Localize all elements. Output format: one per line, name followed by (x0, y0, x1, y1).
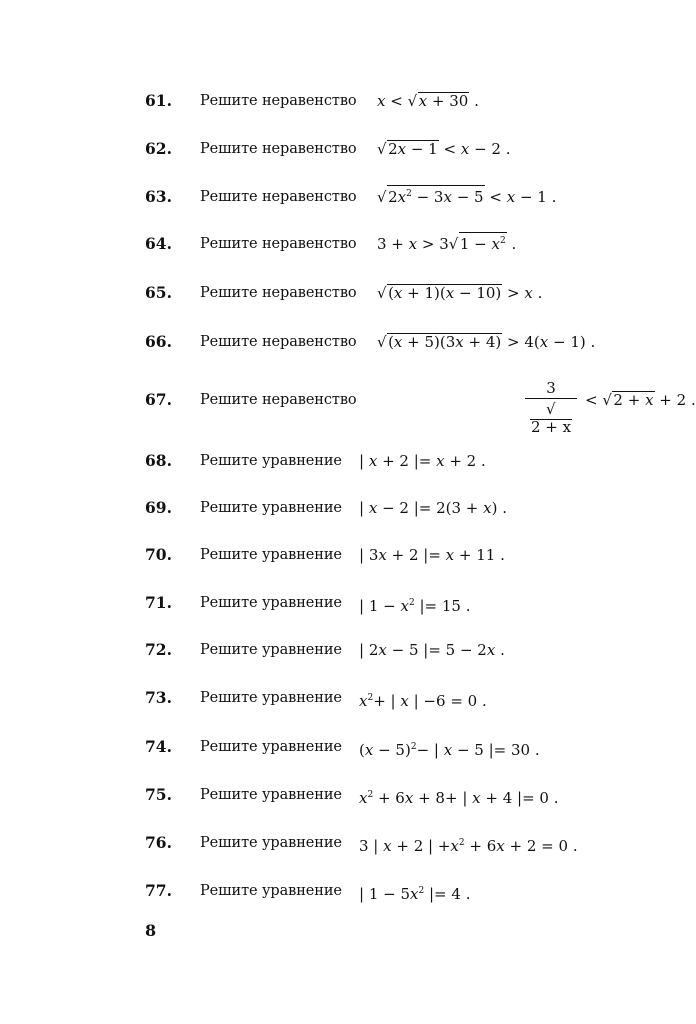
problem-70 (145, 540, 645, 570)
math-expression: | 2x − 5 |= 5 − 2x . (359, 641, 505, 659)
math-expression: 3 | x + 2 | $+x^2 + 6x + 2 = 0$ . (359, 837, 578, 855)
problem-prompt: Решите уравнение (200, 835, 342, 851)
radical-sign: √ (377, 188, 387, 206)
problem-number: 74. (145, 737, 172, 756)
fraction: 3 √2 + x (525, 379, 577, 436)
problem-75 (145, 780, 645, 810)
math-expression: | $1 - 5x^2$ |= 4 . (359, 885, 471, 903)
problem-63 (145, 182, 645, 212)
problem-number: 66. (145, 332, 172, 351)
problem-66 (145, 327, 645, 357)
problem-64 (145, 229, 645, 259)
problem-number: 65. (145, 283, 172, 302)
problem-number: 61. (145, 91, 172, 110)
problem-prompt: Решите неравенство (200, 93, 357, 109)
math-expression: | x − 2 |= 2(3 + x) . (359, 499, 508, 517)
problem-number: 70. (145, 545, 172, 564)
math-expression: √ (x + 5)(3x + 4) > 4(x − 1) . (377, 327, 595, 357)
problem-number: 69. (145, 498, 172, 517)
problem-77 (145, 876, 645, 906)
problem-76 (145, 828, 645, 858)
math-expression: | x + 2 |= x + 2 . (359, 452, 486, 470)
math-expression: $x^2+$ | x | −6 = 0 . (359, 692, 487, 710)
problem-69 (145, 493, 645, 523)
problem-prompt: Решите неравенство (200, 392, 357, 408)
problem-62 (145, 134, 645, 164)
problem-number: 67. (145, 390, 172, 409)
math-expression: √ $2x^2 - 3x - 5 < x - 1$ . (377, 182, 556, 212)
problem-prompt: Решите неравенство (200, 189, 357, 205)
math-expression: x < √ x + 30 . (377, 86, 479, 116)
problem-number: 64. (145, 234, 172, 253)
radical-sign: √ (377, 140, 387, 158)
problem-prompt: Решите неравенство (200, 334, 357, 350)
page-number: 8 (145, 921, 157, 940)
problem-number: 75. (145, 785, 172, 804)
problem-68 (145, 446, 645, 476)
math-expression: < √ 2 + x + 2 . (585, 385, 696, 415)
math-expression: $x^2 + 6x + 8+$ | x + 4 |= 0 . (359, 789, 559, 807)
problem-72 (145, 635, 645, 665)
math-expression: 3 + x > 3√ $1 - x^2$ . (377, 229, 516, 259)
problem-prompt: Решите уравнение (200, 690, 342, 706)
problem-prompt: Решите неравенство (200, 236, 357, 252)
problem-prompt: Решите уравнение (200, 642, 342, 658)
problem-prompt: Решите уравнение (200, 739, 342, 755)
problem-prompt: Решите уравнение (200, 595, 342, 611)
problem-number: 77. (145, 881, 172, 900)
problem-number: 73. (145, 688, 172, 707)
math-expression: | $1 - x^2$ |= 15 . (359, 597, 471, 615)
problem-61 (145, 86, 645, 116)
problem-number: 63. (145, 187, 172, 206)
problem-number: 71. (145, 593, 172, 612)
radical-sign: √ (377, 284, 387, 302)
problem-prompt: Решите уравнение (200, 453, 342, 469)
radical-sign: √ (377, 333, 387, 351)
problem-number: 62. (145, 139, 172, 158)
problem-prompt: Решите уравнение (200, 547, 342, 563)
radical-sign: √ (448, 235, 459, 253)
math-expression: √ (x + 1)(x − 10) > x . (377, 278, 542, 308)
problem-prompt: Решите неравенство (200, 285, 357, 301)
problem-prompt: Решите уравнение (200, 500, 342, 516)
problem-number: 72. (145, 640, 172, 659)
problem-65 (145, 278, 645, 308)
problem-74 (145, 732, 645, 762)
math-expression: √ 2x − 1 < x − 2 . (377, 134, 511, 164)
radical-sign: √ (602, 391, 612, 409)
problem-71 (145, 588, 645, 618)
problem-73 (145, 683, 645, 713)
problem-prompt: Решите уравнение (200, 787, 342, 803)
problem-prompt: Решите уравнение (200, 883, 342, 899)
problem-number: 68. (145, 451, 172, 470)
radical-sign: √ (407, 92, 418, 110)
math-expression: | 3x + 2 |= x + 11 . (359, 546, 505, 564)
problem-67 (145, 379, 696, 436)
problem-number: 76. (145, 833, 172, 852)
problem-prompt: Решите неравенство (200, 141, 357, 157)
math-expression: $(x - 5)^2-$ | x − 5 |= 30 . (359, 741, 540, 759)
